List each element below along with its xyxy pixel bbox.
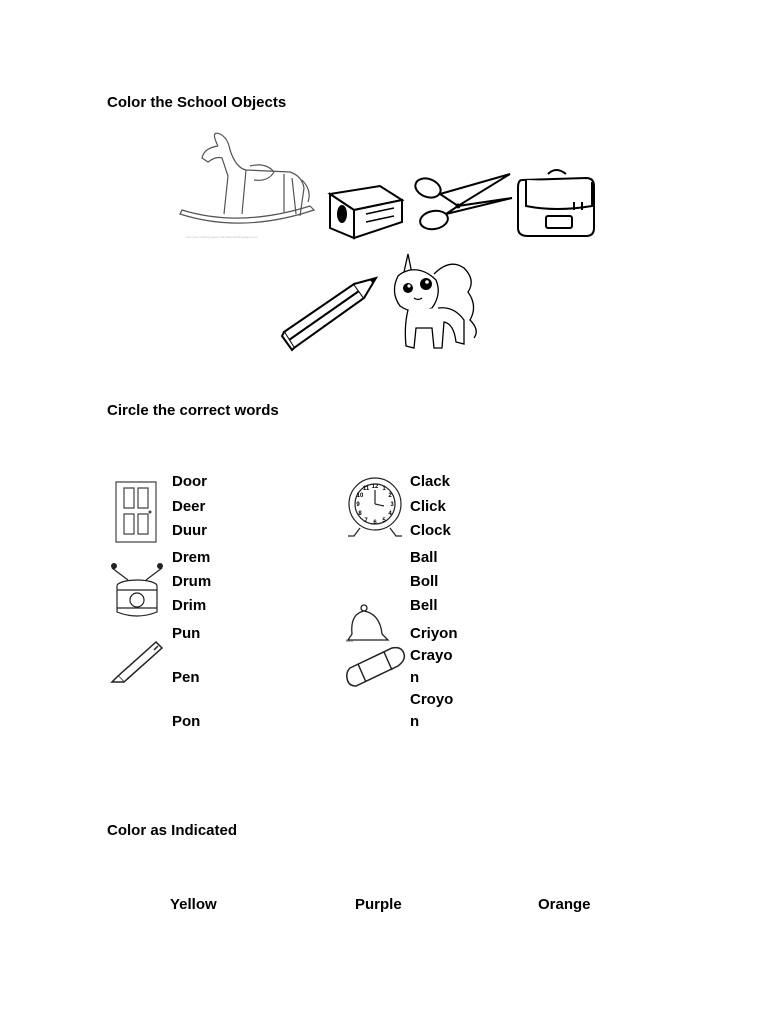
clock-image	[346, 476, 404, 542]
clock-numeral-6: 6	[373, 520, 377, 526]
word-bell[interactable]: Bell	[410, 597, 438, 614]
word-drem[interactable]: Drem	[172, 549, 211, 566]
word-croyon-part2[interactable]: n	[410, 713, 420, 730]
pen-image	[110, 638, 166, 684]
word-croyon-part1[interactable]: Croyo	[410, 691, 454, 708]
bell-image	[344, 604, 406, 644]
clock-numeral-10: 10	[356, 493, 364, 499]
horse-caption: For more coloring pages visit www.coloringpages.com	[186, 235, 258, 239]
word-crayon-part1[interactable]: Crayo	[410, 647, 453, 664]
clock-numeral-2: 2	[388, 493, 392, 499]
clock-numeral-11: 11	[362, 486, 370, 492]
word-clock[interactable]: Clock	[410, 522, 451, 539]
word-drum[interactable]: Drum	[172, 573, 212, 590]
word-duur[interactable]: Duur	[172, 522, 207, 539]
word-pun[interactable]: Pun	[172, 625, 201, 642]
rocking-horse-image	[180, 128, 316, 240]
clock-numeral-12: 12	[371, 484, 379, 490]
word-drim[interactable]: Drim	[172, 597, 207, 614]
word-boll[interactable]: Boll	[410, 573, 439, 590]
door-image	[114, 480, 158, 544]
clock-numeral-4: 4	[388, 511, 392, 517]
color-label-orange: Orange	[538, 896, 591, 913]
clock-numeral-8: 8	[358, 511, 362, 517]
word-pon[interactable]: Pon	[172, 713, 201, 730]
word-criyon[interactable]: Criyon	[410, 625, 458, 642]
word-crayon-part2[interactable]: n	[410, 669, 420, 686]
clock-numeral-1: 1	[382, 486, 386, 492]
pencil-sharpener-image	[326, 180, 406, 240]
word-pen[interactable]: Pen	[172, 669, 200, 686]
section-title-color-as-indicated: Color as Indicated	[107, 822, 238, 839]
clock-numeral-7: 7	[364, 518, 368, 524]
clock-numeral-5: 5	[382, 518, 386, 524]
word-deer[interactable]: Deer	[172, 498, 206, 515]
color-label-purple: Purple	[355, 896, 402, 913]
word-click[interactable]: Click	[410, 498, 446, 515]
drum-image	[110, 558, 164, 620]
word-clack[interactable]: Clack	[410, 473, 451, 490]
bell-tag: Bell	[346, 638, 353, 643]
section-title-circle-correct-words: Circle the correct words	[107, 402, 279, 419]
clock-numeral-3: 3	[390, 502, 394, 508]
school-bag-image	[516, 166, 596, 238]
word-door[interactable]: Door	[172, 473, 207, 490]
word-ball[interactable]: Ball	[410, 549, 438, 566]
section-title-color-school-objects: Color the School Objects	[107, 94, 287, 111]
unicorn-image	[384, 250, 482, 354]
pencil-image	[280, 276, 378, 352]
color-label-yellow: Yellow	[170, 896, 217, 913]
clock-numeral-9: 9	[356, 502, 360, 508]
scissors-image	[412, 172, 514, 236]
crayon-image	[344, 640, 410, 690]
